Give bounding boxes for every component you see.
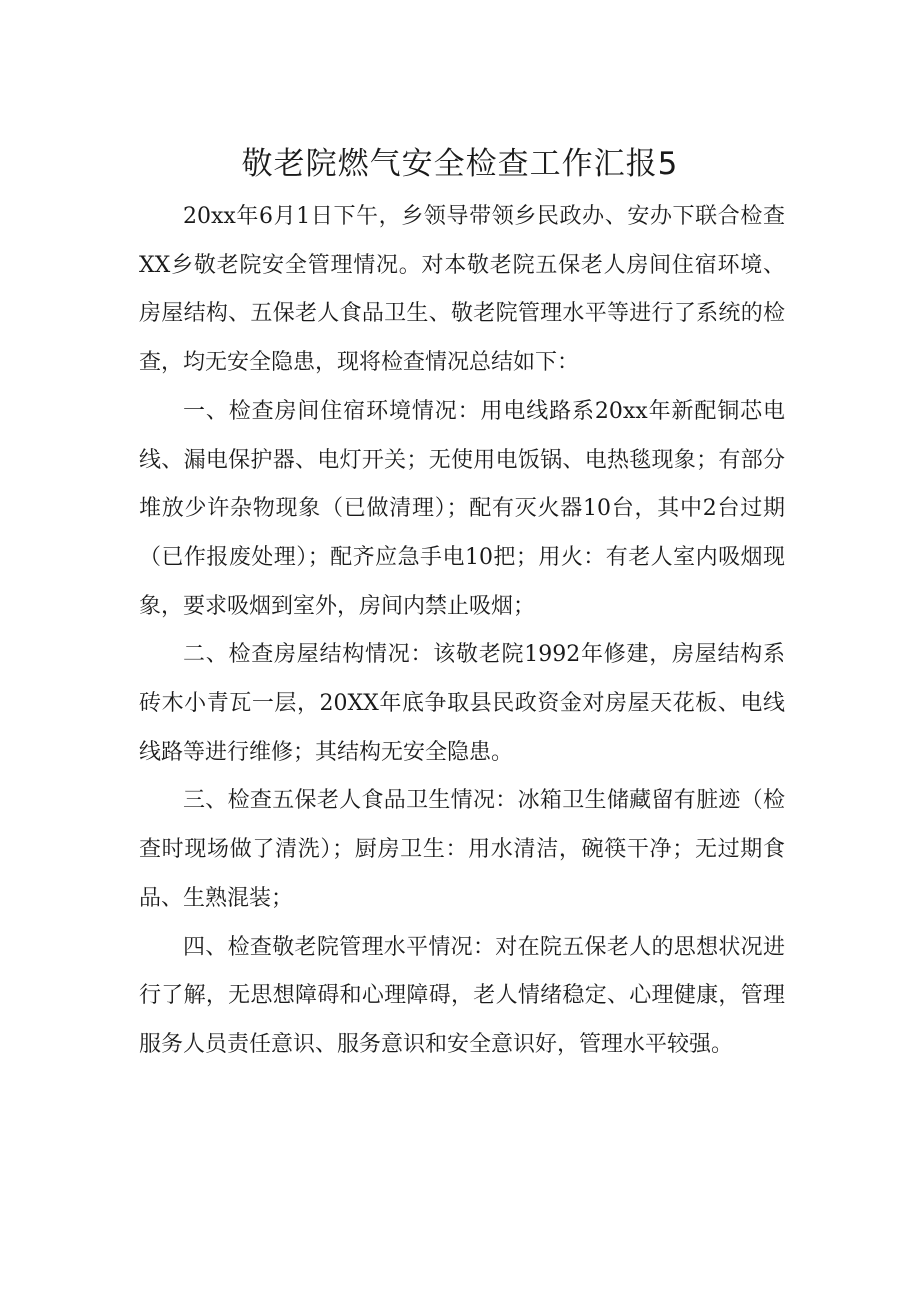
paragraph-intro: 20xx年6月1日下午，乡领导带领乡民政办、安办下联合检查XX乡敬老院安全管理情况。对本敬老院五保老人房间住宿环境、房屋结构、五保老人食品卫生、敬老院管理水平等进行了系统的检查，均无安全隐患，现将检查情况总结如下： [139, 204, 785, 376]
document-title: 敬老院燃气安全检查工作汇报5 [241, 146, 679, 182]
paragraph-management-level: 四、检查敬老院管理水平情况：对在院五保老人的思想状况进行了解，无思想障碍和心理障碍，老人情绪稳定、心理健康，管理服务人员责任意识、服务意识和安全意识好，管理水平较强。 [139, 934, 785, 1057]
document-body [139, 193, 785, 1070]
paragraph-room-environment: 一、检查房间住宿环境情况：用电线路系20xx年新配铜芯电线、漏电保护器、电灯开关；无使用电饭锅、电热毯现象；有部分堆放少许杂物现象（已做清理）；配有灭火器10台，其中2台过期（已作报废处理）；配齐应急手电10把；用火：有老人室内吸烟现象，要求吸烟到室外，房间内禁止吸烟； [139, 398, 785, 619]
paragraph-building-structure: 二、检查房屋结构情况：该敬老院1992年修建，房屋结构系砖木小青瓦一层，20XX年底争取县民政资金对房屋天花板、电线线路等进行维修；其结构无安全隐患。 [139, 642, 785, 765]
paragraph-food-hygiene: 三、检查五保老人食品卫生情况：冰箱卫生储藏留有脏迹（检查时现场做了清洗）；厨房卫生：用水清洁，碗筷干净；无过期食品、生熟混装； [139, 788, 785, 911]
